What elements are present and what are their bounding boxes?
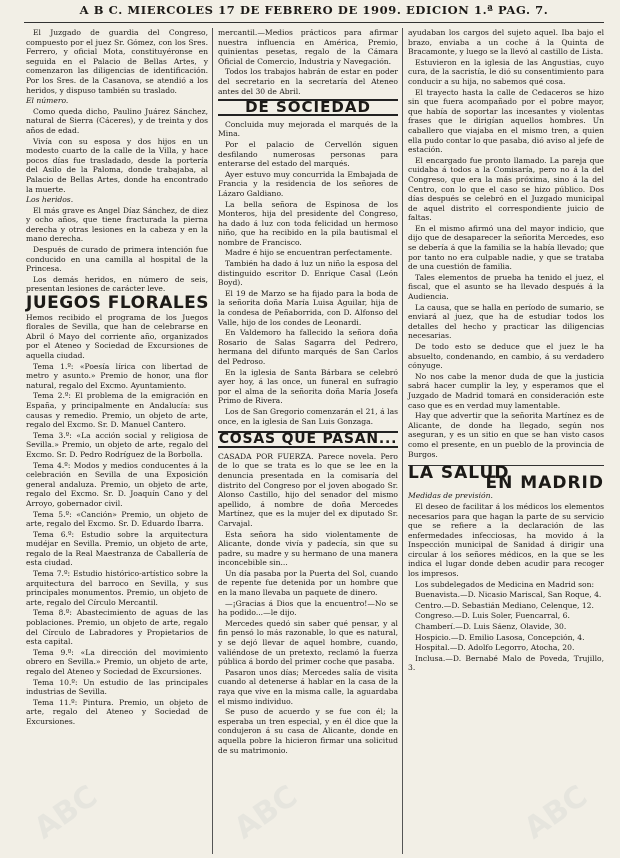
column-divider-1 — [212, 28, 213, 854]
watermark-stamp: ABC — [518, 778, 594, 847]
article-paragraph: Ayer estuvo muy concurrida la Embajada de Francia y la residencia de los señores de Lázaro Galdiano. — [218, 169, 398, 198]
article-paragraph: Tema 6.º: Estudio sobre la arquitectura mudéjar en Sevilla. Premio, un objeto de arte, regalo de la Real Maestranza de Caballería de esta ciudad. — [26, 529, 208, 568]
article-paragraph: Vivía con su esposa y dos hijos en un modesto cuarto de la calle de la Villa, y hace pocos días fue trasladado, desde la portería del Asilo de la Paloma, donde trabajaba, al Palacio de Bellas Artes, donde ha encontrado la muerte. — [26, 136, 208, 194]
en-madrid-title: EN MADRID — [485, 472, 604, 493]
article-paragraph: Tema 11.º: Pintura. Premio, un objeto de arte, regalo del Ateneo y Sociedad de Excursiones. — [26, 697, 208, 726]
article-paragraph: Un día pasaba por la Puerta del Sol, cuando de repente fue detenida por un hombre que en la mano llevaba un paquete de dinero. — [218, 568, 398, 598]
article-paragraph: Hay que advertir que la señorita Martínez es de Alicante, de donde ha llegado, según nos aseguran, y es un sitio en que se han visto casos como el presente, en un pueblo de la provincia de Burgos. — [408, 411, 604, 459]
article-paragraph: La causa, que se halla en período de sumario, se enviará al juez, que ha de estudiar todos los detalles del hecho y practicar las diligencias necesarias. — [408, 302, 604, 341]
article-paragraph: Como queda dicho, Paulino Juárez Sánchez, natural de Sierra (Cáceres), y de treinta y dos años de edad. — [26, 106, 208, 135]
article-paragraph: Tema 7.º: Estudio histórico-artístico sobre la arquitectura del barroco en Sevilla, y sus principales monumentos. Premio, un objeto de arte, regalo del Círculo Mercantil. — [26, 569, 208, 607]
article-paragraph: El deseo de facilitar á los médicos los elementos necesarios para que hagan la parte de su servicio que se refiere a la declaración de las enfermedades infecciosas, ha movido á la Inspección municipal de Sanidad á dirigir una circular á los señores médicos, en la que se les indica el lugar donde deben acudir para recoger los impresos. — [408, 501, 604, 579]
section-subtitle: El número. — [26, 96, 69, 106]
page-header: A B C. MIERCOLES 17 DE FEBRERO DE 1909. EDICION 1.ª PAG. 7. — [79, 3, 549, 17]
article-paragraph: El encargado fue pronto llamado. La pareja que cuidaba á todos a la Comisaría, pero no á la del Congreso, que era la más próxima, sino á la del Centro, con lo que el caso se hizo público. Dos días después se celebró en el Juzgado municipal de aquel distrito el correspondiente juicio de faltas. — [408, 155, 604, 223]
article-paragraph: Tema 4.º: Modos y medios conducentes á la celebración en Sevilla de una Exposición general andaluza. Premio, un objeto de arte, regalo del Excmo. Sr. D. Joaquín Cano y del Arroyo, gobernador civil. — [26, 460, 208, 508]
article-paragraph: Se puso de acuerdo y se fue con él; la esperaba un tren especial, y en él dice que la condujeron á su casa de Alicante, donde en aquella pobre la hicieron firmar una solicitud de su matrimonio. — [218, 707, 398, 755]
list-item: Centro.—D. Sebastián Mediano, Celenque, 12. — [415, 600, 594, 610]
article-paragraph: El 19 de Marzo se ha fijado para la boda de la señorita doña María Luisa Aguilar, hija de la condesa de Peñaborrida, con D. Alfonso del Valle, hijo de los condes de Leonardi. — [218, 288, 398, 327]
article-paragraph: La bella señora de Espinosa de los Monteros, hija del presidente del Congreso, ha dado á luz con toda felicidad un hermoso niño, que ha recibido en la pila bautismal el nombre de Francisco. — [218, 199, 398, 247]
column-2 — [218, 28, 398, 852]
article-paragraph: Tema 2.º: El problema de la emigración en España, y principalmente en Andalucía: sus causas y remedio. Premio, un objeto de arte, regalo del Excmo. Sr. D. Manuel Cantero. — [26, 391, 208, 430]
section-subtitle: Medidas de previsión. — [408, 491, 493, 501]
header-rule — [24, 22, 604, 23]
article-paragraph: Madre é hijo se encuentran perfectamente. — [225, 248, 393, 258]
article-paragraph: El trayecto hasta la calle de Cedaceros se hizo sin que fuera acompañado por el pobre mayor, que había de soportar las incesantes y violentas frases que le dirigían aquellos hombres. Un caballero que viajaba en el mismo tren, a quien ella pudo contar lo que pasaba, dió aviso al jefe de estación. — [408, 87, 604, 155]
article-paragraph: En el mismo afirmó una del mayor indicio, que dijo que de desaparecer la señorita Mercedes, eso se debería á que la familia se la había llevado; que por tanto no era culpable nadie, y que se trataba de una cuestión de familia. — [408, 223, 604, 272]
article-paragraph: Tales elementos de prueba ha tenido el juez, el fiscal, que el asunto se ha llevado después á la Audiencia. — [408, 272, 604, 302]
article-paragraph: También ha dado á luz un niño la esposa del distinguido escritor D. Enrique Casal (León Boyd). — [218, 259, 398, 288]
list-item: Hospital.—D. Adolfo Legorro, Atocha, 20. — [415, 643, 575, 653]
article-paragraph: Estuvieron en la iglesia de las Angustias, cuyo cura, de la sacristía, le dió su consentimiento para conducir a su hija, no sabemos qué cosa. — [408, 57, 604, 86]
article-paragraph: Hemos recibido el programa de los Juegos florales de Sevilla, que han de celebrarse en Abril ó Mayo del corriente año, organizados por el Ateneo y Sociedad de Excursiones de aquella ciudad. — [26, 312, 208, 360]
article-paragraph: Por el palacio de Cervellón siguen desfilando numerosas personas para enterarse del estado del marqués. — [218, 139, 398, 169]
article-paragraph: Los de San Gregorio comenzarán el 21, á las once, en la iglesia de San Luis Gonzaga. — [218, 406, 398, 426]
column-3 — [408, 28, 604, 852]
watermark-stamp: ABC — [228, 778, 304, 847]
article-paragraph: Pasaron unos días; Mercedes salía de visita cuando al detenerse á hablar en la casa de la raya que vive en la misma calle, la aguardaba el mismo individuo. — [218, 667, 398, 706]
article-paragraph: Todos los trabajos habrán de estar en poder del secretario en la secretaría del Ateneo antes del 30 de Abril. — [218, 67, 398, 96]
article-paragraph: No nos cabe la menor duda de que la justicia sabrá hacer cumplir la ley, y esperamos que el Juzgado de Madrid tomará en consideración este caso que es en verdad muy lamentable. — [408, 371, 604, 410]
article-paragraph: Los demás heridos, en número de seis, presentan lesiones de carácter leve. — [26, 274, 208, 294]
cosas-que-pasan-heading-box — [218, 431, 398, 448]
article-paragraph: Tema 10.º: Un estudio de las principales industrias de Sevilla. — [26, 677, 208, 697]
article-paragraph: Tema 8.º: Abastecimiento de aguas de las poblaciones. Premio, un objeto de arte, regalo del Círculo de Labradores y Propietarios de esta capital. — [26, 608, 208, 647]
section-subtitle: Los heridos. — [26, 195, 74, 205]
article-paragraph: Tema 9.º: «La dirección del movimiento obrero en Sevilla.» Premio, un objeto de arte, regalo del Ateneo y Sociedad de Excursiones. — [26, 647, 208, 676]
la-salud-title: LA SALUD — [408, 463, 510, 484]
watermark-stamp: ABC — [28, 778, 104, 847]
article-paragraph: El más grave es Angel Díaz Sánchez, de diez y ocho años, que tiene fracturada la pierna derecha y otras lesiones en la cabeza y en la mano derecha. — [26, 205, 208, 244]
de-sociedad-title: DE SOCIEDAD — [245, 98, 371, 117]
article-paragraph: mercantil.—Medios prácticos para afirmar nuestra influencia en América, Premio, quinientas pesetas, regalo de la Cámara Oficial de Comercio, Industria y Navegación. — [218, 28, 398, 66]
article-paragraph: Esta señora ha sido violentamente de Alicante, donde vivía y padecía, sin que su padre, su madre y su hermano de una manera inconcebible sin... — [218, 529, 398, 568]
article-paragraph: CASADA POR FUERZA. Parece novela. Pero de lo que se trata es lo que se lee en la denuncia presentada en la comisaría del distrito del Congreso por el joven abogado Sr. Alonso Castillo, hijo del senador del mismo apellido, á nombre de doña Mercedes Martínez, que es la mujer del ex diputado Sr. Carvajal. — [218, 451, 398, 528]
article-paragraph: De todo esto se deduce que el juez le ha absuelto, condenando, en cambio, á su verdadero cónyuge. — [408, 342, 604, 371]
list-item: Chamberí.—D. Luis Sáenz, Olavide, 30. — [415, 622, 567, 632]
article-paragraph: El Juzgado de guardia del Congreso, compuesto por el juez Sr. Gómez, con los Sres. Ferrero, y oficial Mota, constituyéronse en seguida en el Palacio de Bellas Artes, y comenzaron las diligencias de identificación. Por los Sres. de la Casanova, se atendió a los heridos, y dispuso también su traslado. — [26, 28, 208, 95]
article-paragraph: ayudaban los cargos del sujeto aquel. Iba bajo el brazo, enviaba a un coche á la Quinta de Bracamonte, y luego se la llevó al castillo de Lista. — [408, 28, 604, 57]
de-sociedad-heading-box — [218, 99, 398, 116]
juegos-florales-title: JUEGOS FLORALES — [26, 293, 210, 314]
article-paragraph: Los subdelegados de Medicina en Madrid son: — [415, 579, 595, 589]
article-paragraph: Tema 3.º: «La acción social y religiosa de Sevilla.» Premio, un objeto de arte, regalo del Excmo. Sr. D. Pedro Rodríguez de la Borbolla. — [26, 430, 208, 459]
article-paragraph: Tema 5.º: «Canción» Premio, un objeto de arte, regalo del Excmo. Sr. D. Eduardo Ibarra. — [26, 509, 208, 529]
column-1 — [26, 28, 208, 852]
article-paragraph: Mercedes quedó sin saber qué pensar, y al fin pensó lo más razonable, lo que es natural, y se dejó llevar de aquel hombre, cuando, valiéndose de un pretexto, reclamó la fuerza pública á bordo del primer coche que pasaba. — [218, 618, 398, 667]
article-paragraph: En la iglesia de Santa Bárbara se celebró ayer hoy, á las once, un funeral en sufragio por el alma de la señorita doña María Josefa Primo de Rivera. — [218, 367, 398, 406]
list-item: Hospicio.—D. Emilio Lasosa, Concepción, 4. — [415, 632, 585, 642]
column-divider-2 — [402, 28, 403, 854]
article-paragraph: Después de curado de primera intención fue conducido en una camilla al hospital de la Princesa. — [26, 245, 208, 274]
list-item: Inclusa.—D. Bernabé Malo de Poveda, Trujillo, 3. — [408, 653, 604, 673]
article-paragraph: —¡Gracias á Dios que la encuentro!—No se ha podido...—le dijo. — [218, 598, 398, 618]
article-paragraph: Tema 1.º: «Poesía lírica con libertad de metro y asunto.» Premio de honor, una flor natural, regalo del Excmo. Ayuntamiento. — [26, 361, 208, 390]
cosas-que-pasan-title: COSAS QUE PASAN... — [218, 431, 398, 448]
list-item: Buenavista.—D. Nicasio Mariscal, San Roque, 4. — [415, 590, 602, 600]
list-item: Congreso.—D. Luis Soler, Fuencarral, 6. — [415, 611, 570, 621]
article-paragraph: En Valdemoro ha fallecido la señora doña Rosario de Salas Sagarra del Pedrero, hermana del difunto marqués de San Carlos del Pedroso. — [218, 328, 398, 366]
article-paragraph: Concluida muy mejorada el marqués de la Mina. — [218, 119, 398, 139]
